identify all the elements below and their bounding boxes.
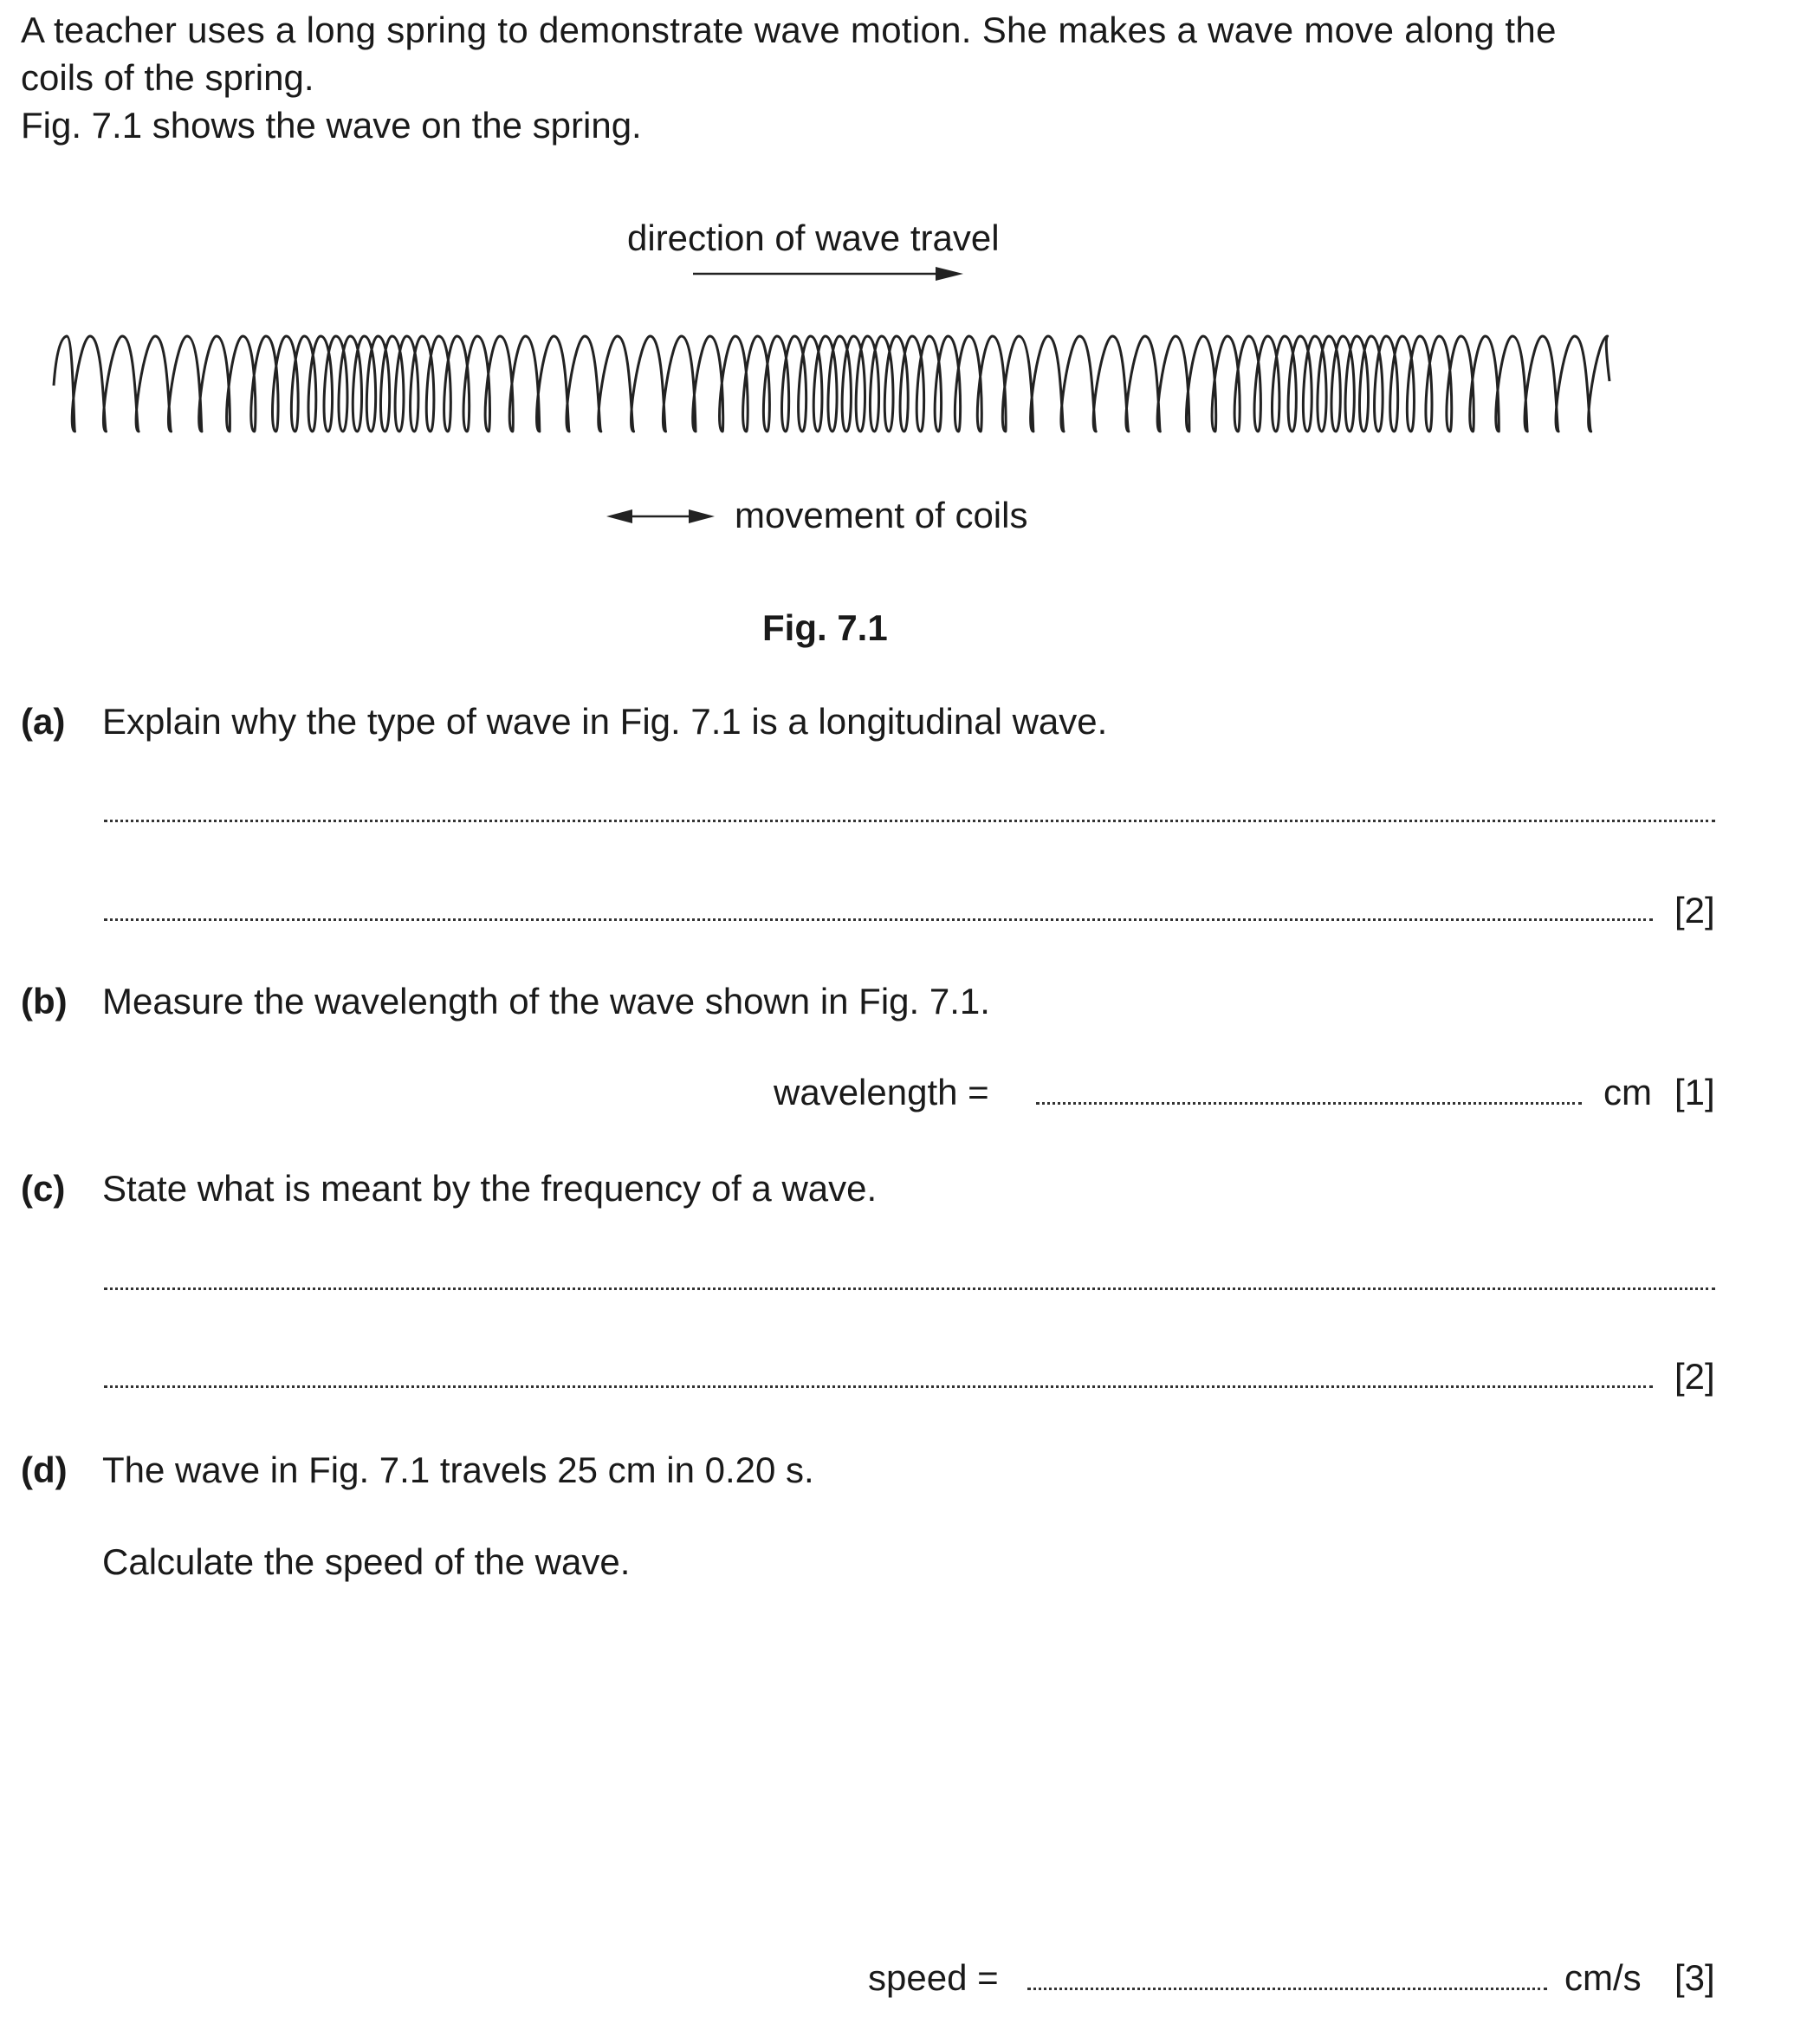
question-d-instruction: Calculate the speed of the wave. bbox=[102, 1541, 631, 1582]
intro-line-2: coils of the spring. bbox=[21, 57, 314, 98]
movement-label: movement of coils bbox=[735, 495, 1028, 535]
question-c-label: (c) bbox=[21, 1168, 66, 1209]
intro-line-3: Fig. 7.1 shows the wave on the spring. bbox=[21, 105, 642, 146]
wavelength-unit: cm bbox=[1603, 1072, 1652, 1112]
speed-answer-line[interactable] bbox=[1027, 1988, 1547, 1990]
speed-prefix: speed = bbox=[868, 1957, 999, 1998]
question-d-text: The wave in Fig. 7.1 travels 25 cm in 0.20 s. bbox=[102, 1450, 814, 1490]
figure-caption: Fig. 7.1 bbox=[762, 607, 888, 648]
marks-a: [2] bbox=[1674, 890, 1715, 931]
question-c-text: State what is meant by the frequency of a wave. bbox=[102, 1168, 878, 1209]
answer-line-a-1[interactable] bbox=[104, 820, 1715, 822]
question-b-text: Measure the wavelength of the wave shown in Fig. 7.1. bbox=[102, 981, 990, 1021]
question-a-text: Explain why the type of wave in Fig. 7.1 is a longitudinal wave. bbox=[102, 701, 1108, 742]
marks-d: [3] bbox=[1674, 1957, 1715, 1998]
wavelength-prefix: wavelength = bbox=[774, 1072, 989, 1112]
speed-unit: cm/s bbox=[1564, 1957, 1642, 1998]
intro-line-1: A teacher uses a long spring to demonstrate wave motion. She makes a wave move along the bbox=[21, 10, 1557, 50]
question-a-label: (a) bbox=[21, 701, 66, 742]
answer-line-c-2[interactable] bbox=[104, 1385, 1653, 1388]
movement-arrow bbox=[606, 509, 715, 523]
question-d-label: (d) bbox=[21, 1450, 68, 1490]
marks-c: [2] bbox=[1674, 1356, 1715, 1397]
answer-line-c-1[interactable] bbox=[104, 1287, 1715, 1290]
spring-coils bbox=[54, 336, 1610, 431]
answer-line-a-2[interactable] bbox=[104, 918, 1653, 921]
marks-b: [1] bbox=[1674, 1072, 1715, 1112]
direction-label: direction of wave travel bbox=[627, 217, 1000, 258]
direction-arrow bbox=[693, 267, 963, 281]
wavelength-answer-line[interactable] bbox=[1036, 1102, 1582, 1105]
question-b-label: (b) bbox=[21, 981, 68, 1021]
